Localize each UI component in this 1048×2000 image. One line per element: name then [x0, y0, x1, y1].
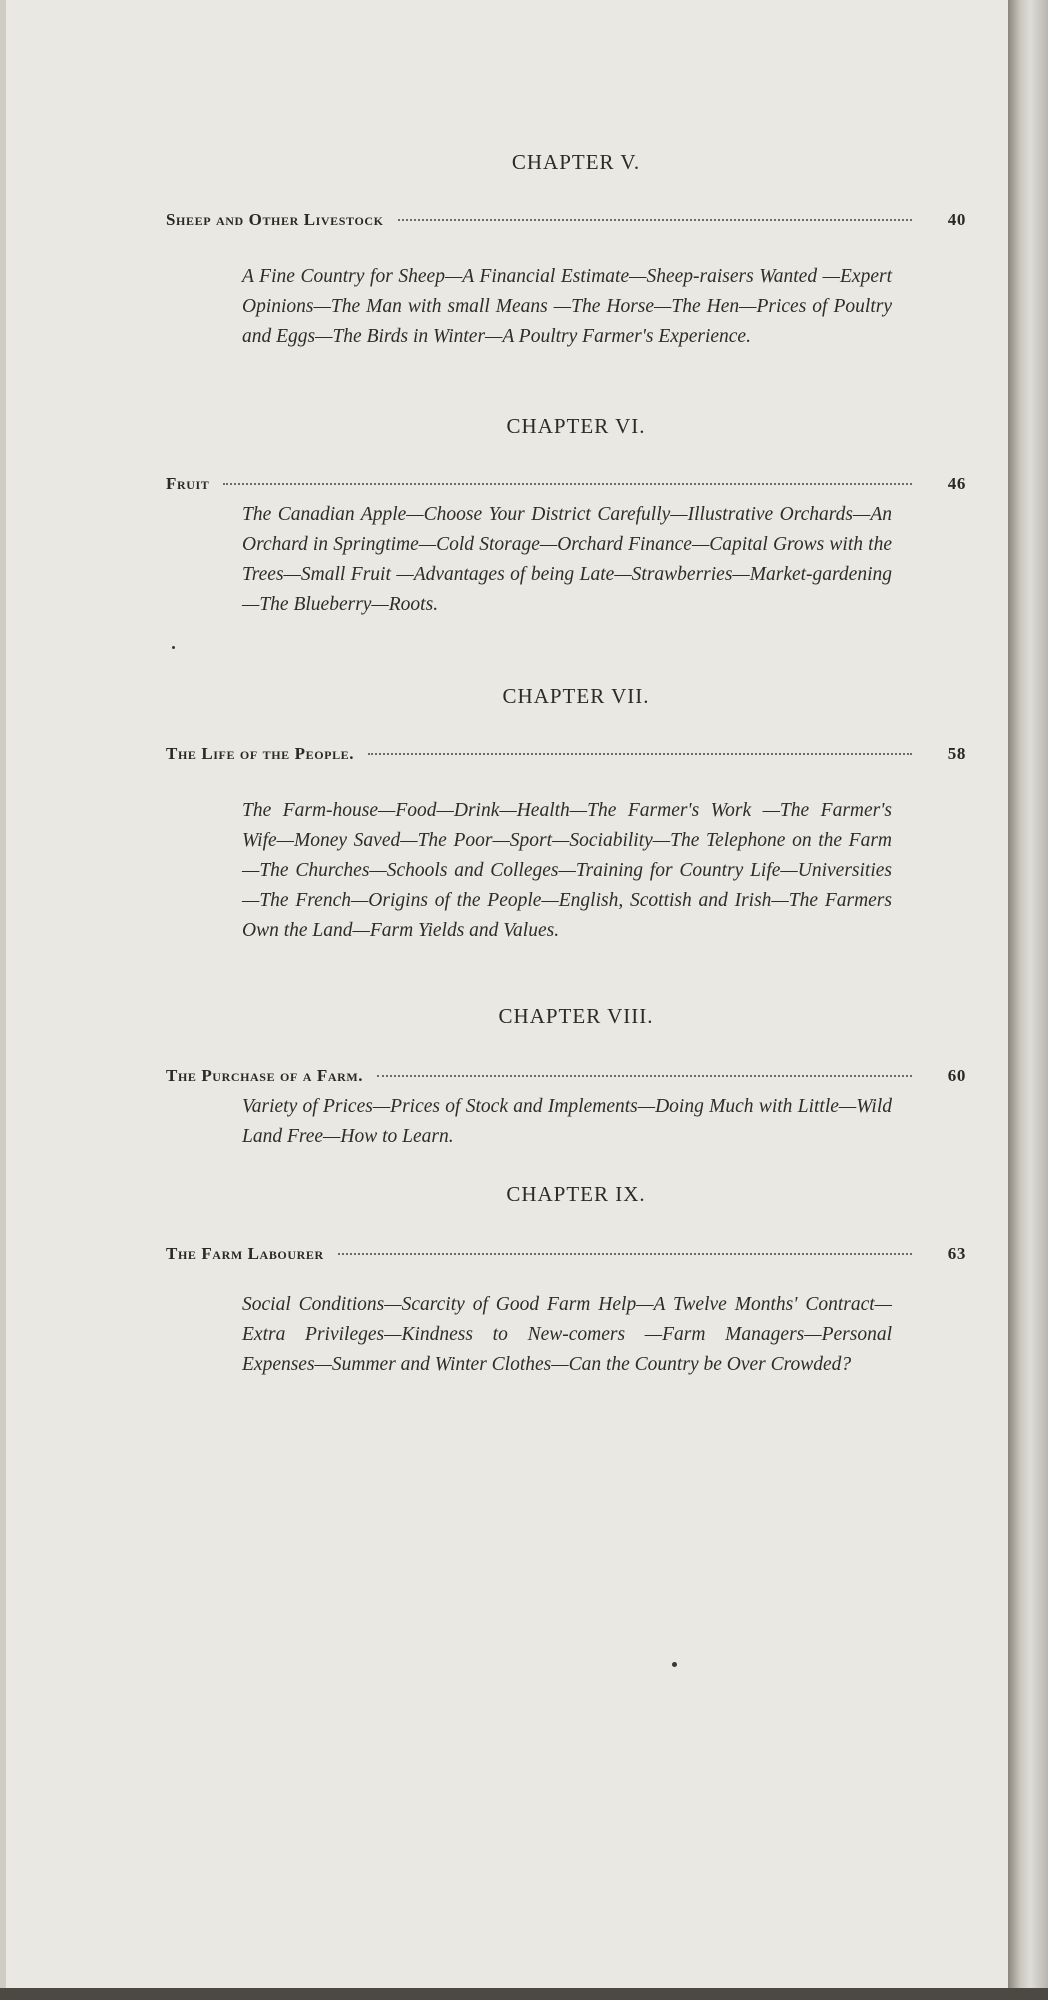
toc-entry — [166, 744, 966, 770]
entry-title: The Life of the People. — [166, 744, 355, 763]
entry-title: The Purchase of a Farm. — [166, 1066, 364, 1085]
page-bottom-edge — [0, 1988, 1048, 2000]
dot-leader — [398, 218, 912, 221]
page-number: 60 — [947, 1066, 966, 1085]
chapter-heading: CHAPTER VIII. — [498, 1004, 654, 1028]
page-number: 46 — [947, 474, 966, 493]
toc-entry — [166, 210, 966, 236]
dot-leader — [223, 482, 912, 485]
chapter-summary: The Farm-house—Food—Drink—Health—The Farmer's Work —The Farmer's Wife—Money Saved—The Poor—Sport—Sociability—The Telephone on the Farm—The Churches—Schools and Colleges—Training for Country Life—Universities—The French—Origins of the People—English, Scottish and Irish—The Farmers Own the Land—Farm Yields and Values. — [242, 800, 892, 941]
chapter-heading: CHAPTER V. — [511, 150, 641, 174]
toc-entry — [166, 1066, 966, 1092]
entry-title: The Farm Labourer — [166, 1244, 324, 1263]
dot-leader — [368, 752, 912, 755]
dot-leader — [377, 1074, 912, 1077]
chapter-heading: CHAPTER VII. — [502, 684, 650, 708]
chapter-summary: The Canadian Apple—Choose Your District Carefully—Illustrative Orchards—An Orchard in Springtime—Cold Storage—Orchard Finance—Capital Grows with the Trees—Small Fruit —Advantages of being Late—Strawberries—Market-gardening —The Blueberry—Roots. — [242, 504, 892, 615]
book-spine-gutter — [1008, 0, 1048, 2000]
chapter-summary: Variety of Prices—Prices of Stock and Implements—Doing Much with Little—Wild Land Free—How to Learn. — [242, 1096, 892, 1147]
chapter-heading: CHAPTER VI. — [506, 414, 646, 438]
ink-speck — [672, 1662, 677, 1667]
page-number: 58 — [947, 744, 966, 763]
dot-leader — [338, 1252, 912, 1255]
ink-speck — [172, 646, 175, 649]
chapter-summary: Social Conditions—Scarcity of Good Farm Help—A Twelve Months' Contract—Extra Privileges—Kindness to New-comers —Farm Managers—Personal Expenses—Summer and Winter Clothes—Can the Country be Over Crowded? — [242, 1294, 892, 1375]
chapter-heading: CHAPTER IX. — [506, 1182, 646, 1206]
toc-entry — [166, 474, 966, 500]
page-number: 40 — [947, 210, 966, 229]
toc-entry — [166, 1244, 966, 1270]
entry-title: Sheep and Other Livestock — [166, 210, 384, 229]
chapter-summary: A Fine Country for Sheep—A Financial Estimate—Sheep-raisers Wanted —Expert Opinions—The Man with small Means —The Horse—The Hen—Prices of Poultry and Eggs—The Birds in Winter—A Poultry Farmer's Experience. — [242, 266, 892, 347]
page-number: 63 — [947, 1244, 966, 1263]
entry-title: Fruit — [166, 474, 210, 493]
